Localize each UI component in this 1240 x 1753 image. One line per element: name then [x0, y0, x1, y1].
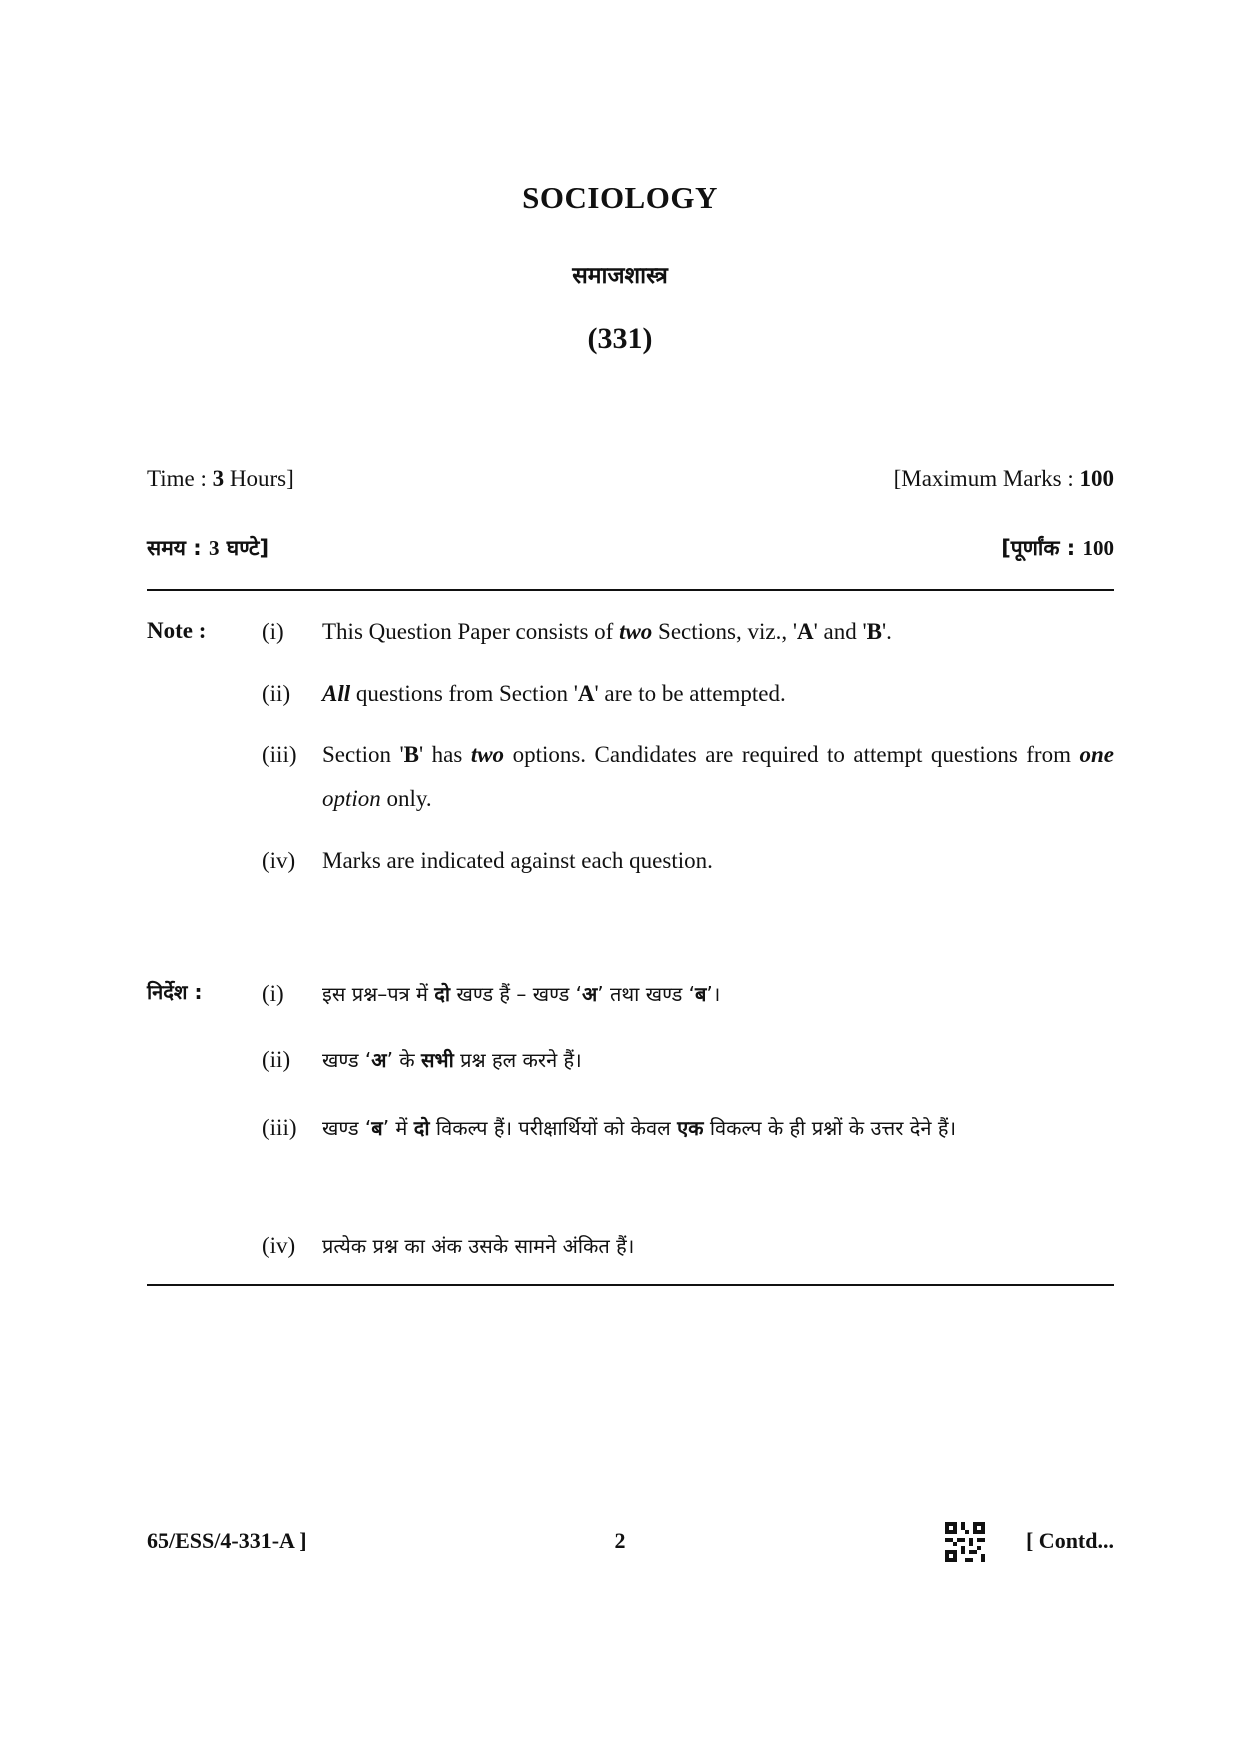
paper-code: 65/ESS/4-331-A ] — [147, 1528, 307, 1553]
time-marks-row-en — [147, 466, 1114, 500]
qr-code-icon — [945, 1522, 985, 1562]
max-marks-hi: [पूर्णांक : 100 — [1001, 536, 1114, 560]
time-en: Time : 3 Hours] — [147, 466, 294, 491]
subject-title-hindi: समाजशास्त्र — [572, 263, 668, 289]
max-marks-en: [Maximum Marks : 100 — [893, 466, 1114, 491]
note-label-en: Note : — [147, 618, 207, 643]
subject-title: SOCIOLOGY — [522, 180, 718, 215]
subject-code: (331) — [587, 322, 653, 355]
continued-label: [ Contd... — [1025, 1528, 1114, 1553]
time-hi: समय : 3 घण्टे] — [147, 536, 270, 560]
divider-top — [147, 589, 1114, 591]
page-number: 2 — [614, 1528, 626, 1553]
time-marks-row-hi — [147, 534, 1114, 568]
note-label-hi: निर्देश : — [147, 980, 203, 1004]
divider-bottom — [147, 1284, 1114, 1286]
exam-page: SOCIOLOGY समाजशास्त्र (331) Time : 3 Hours] [Maximum Marks : 100 समय : 3 घण्टे] [पूर्णांक : 100 Note : (i) This Question Paper consists of two Sections, viz., 'A' and 'B'. (ii) All questions from Section 'A' are to be attempted. (iii) Section 'B' has two options. Candidates are required to attempt questions from one option only. (iv) Marks are indicated against each question. निर्देश : (i) इस प्रश्न–पत्र में दो खण्ड हैं – खण्ड ‘अ’ तथा खण्ड ‘ब’। (ii) खण्ड ‘अ’ के सभी प्रश्न हल करने हैं। (iii) खण्ड ‘ब’ में दो विकल्प हैं। परीक्षार्थियों को केवल एक विकल्प के ही प्रश्नों के उत्तर देने हैं। (iv) प्रत्येक प्रश्न का अंक उसके सामने अंकित हैं। 65/ESS/4-331-A ] 2 [ Contd... — [0, 0, 1240, 1753]
